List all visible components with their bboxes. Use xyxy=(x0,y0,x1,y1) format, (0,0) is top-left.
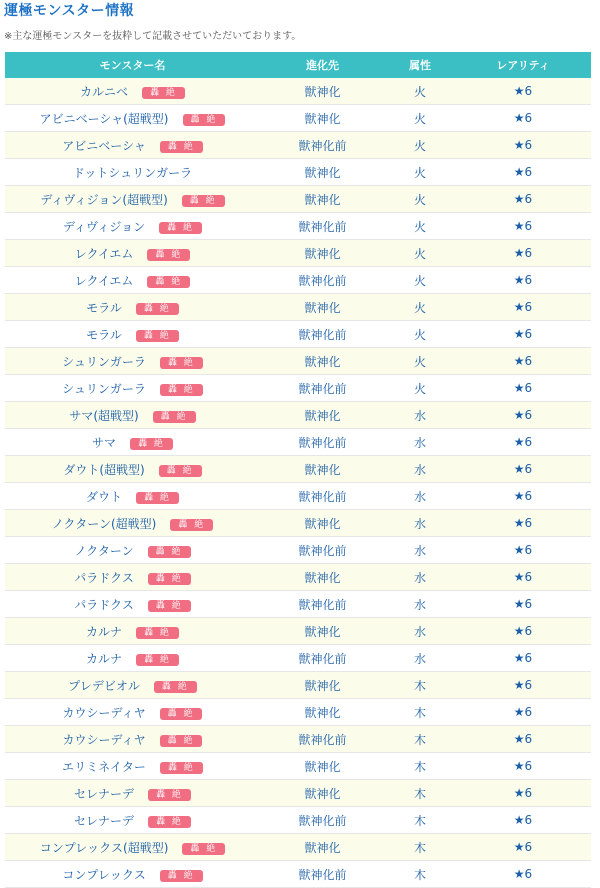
header-evolution: 進化先 xyxy=(260,52,385,78)
table-row xyxy=(5,537,591,564)
table-row xyxy=(5,780,591,807)
evolution-cell: 獣神化 xyxy=(260,672,385,699)
monster-name-cell xyxy=(5,726,260,753)
monster-name: ダウト(超戦型) xyxy=(63,462,145,477)
rarity-cell: ★6 xyxy=(455,618,591,645)
monster-name-cell xyxy=(5,375,260,402)
evolution-cell: 獣神化前 xyxy=(260,537,385,564)
table-row xyxy=(5,186,591,213)
table-header-row xyxy=(5,52,591,78)
goguetsu-badge: 轟 絶 xyxy=(160,384,203,396)
attribute-cell: 水 xyxy=(385,483,455,510)
table-row xyxy=(5,510,591,537)
monster-name-cell xyxy=(5,186,260,213)
table-row xyxy=(5,834,591,861)
evolution-cell: 獣神化 xyxy=(260,78,385,105)
rarity-cell: ★6 xyxy=(455,321,591,348)
rarity-cell: ★6 xyxy=(455,429,591,456)
monster-name: レクイエム xyxy=(74,246,134,261)
goguetsu-badge: 轟 絶 xyxy=(159,465,202,477)
monster-table xyxy=(5,52,591,888)
table-row xyxy=(5,132,591,159)
monster-name-cell xyxy=(5,618,260,645)
rarity-cell: ★6 xyxy=(455,375,591,402)
monster-name: サマ xyxy=(92,435,117,450)
monster-name: セレナーデ xyxy=(74,786,135,801)
rarity-cell: ★6 xyxy=(455,402,591,429)
table-row xyxy=(5,726,591,753)
monster-name: カルニベ xyxy=(80,84,129,99)
monster-name-cell xyxy=(5,429,260,456)
goguetsu-badge: 轟 絶 xyxy=(182,843,225,855)
evolution-cell: 獣神化 xyxy=(260,456,385,483)
attribute-cell: 木 xyxy=(385,861,455,888)
monster-name: シュリンガーラ xyxy=(62,381,146,396)
attribute-cell: 木 xyxy=(385,726,455,753)
monster-name: エリミネイター xyxy=(62,759,146,774)
table-row xyxy=(5,375,591,402)
evolution-cell: 獣神化前 xyxy=(260,132,385,159)
rarity-cell: ★6 xyxy=(455,726,591,753)
monster-name-cell xyxy=(5,483,260,510)
rarity-cell: ★6 xyxy=(455,591,591,618)
evolution-cell: 獣神化 xyxy=(260,186,385,213)
goguetsu-badge: 轟 絶 xyxy=(148,600,191,612)
attribute-cell: 木 xyxy=(385,780,455,807)
attribute-cell: 火 xyxy=(385,213,455,240)
rarity-cell: ★6 xyxy=(455,483,591,510)
evolution-cell: 獣神化 xyxy=(260,699,385,726)
attribute-cell: 火 xyxy=(385,159,455,186)
evolution-cell: 獣神化 xyxy=(260,348,385,375)
rarity-cell: ★6 xyxy=(455,672,591,699)
goguetsu-badge: 轟 絶 xyxy=(136,330,179,342)
attribute-cell: 水 xyxy=(385,429,455,456)
table-row xyxy=(5,699,591,726)
rarity-cell: ★6 xyxy=(455,537,591,564)
monster-name: プレデビオル xyxy=(68,678,140,693)
monster-name: ノクターン xyxy=(74,543,134,558)
monster-name-cell xyxy=(5,267,260,294)
evolution-cell: 獣神化前 xyxy=(260,726,385,753)
attribute-cell: 水 xyxy=(385,564,455,591)
table-row xyxy=(5,456,591,483)
goguetsu-badge: 轟 絶 xyxy=(160,141,203,153)
attribute-cell: 水 xyxy=(385,591,455,618)
rarity-cell: ★6 xyxy=(455,294,591,321)
monster-name-cell xyxy=(5,537,260,564)
rarity-cell: ★6 xyxy=(455,780,591,807)
attribute-cell: 水 xyxy=(385,510,455,537)
goguetsu-badge: 轟 絶 xyxy=(148,573,191,585)
rarity-cell: ★6 xyxy=(455,645,591,672)
table-row xyxy=(5,402,591,429)
table-row xyxy=(5,591,591,618)
attribute-cell: 火 xyxy=(385,321,455,348)
monster-name-cell xyxy=(5,780,260,807)
table-row xyxy=(5,429,591,456)
evolution-cell: 獣神化前 xyxy=(260,375,385,402)
evolution-cell: 獣神化 xyxy=(260,618,385,645)
attribute-cell: 火 xyxy=(385,294,455,321)
monster-name: アビニベーシャ(超戦型) xyxy=(39,111,169,126)
rarity-cell: ★6 xyxy=(455,834,591,861)
goguetsu-badge: 轟 絶 xyxy=(147,249,190,261)
table-row xyxy=(5,483,591,510)
rarity-cell: ★6 xyxy=(455,807,591,834)
evolution-cell: 獣神化 xyxy=(260,105,385,132)
goguetsu-badge: 轟 絶 xyxy=(130,438,173,450)
attribute-cell: 水 xyxy=(385,645,455,672)
table-row xyxy=(5,348,591,375)
evolution-cell: 獣神化前 xyxy=(260,591,385,618)
goguetsu-badge: 轟 絶 xyxy=(148,816,191,828)
monster-name-cell xyxy=(5,645,260,672)
monster-name-cell xyxy=(5,159,260,186)
goguetsu-badge: 轟 絶 xyxy=(136,627,179,639)
goguetsu-badge: 轟 絶 xyxy=(170,519,213,531)
goguetsu-badge: 轟 絶 xyxy=(154,681,197,693)
goguetsu-badge: 轟 絶 xyxy=(147,276,190,288)
monster-name: サマ(超戦型) xyxy=(69,408,139,423)
evolution-cell: 獣神化 xyxy=(260,240,385,267)
monster-name-cell xyxy=(5,105,260,132)
evolution-cell: 獣神化前 xyxy=(260,213,385,240)
goguetsu-badge: 轟 絶 xyxy=(153,411,196,423)
page-title: 運極モンスター情報 xyxy=(4,3,135,19)
attribute-cell: 水 xyxy=(385,537,455,564)
rarity-cell: ★6 xyxy=(455,699,591,726)
monster-name: コンプレックス xyxy=(62,867,146,882)
evolution-cell: 獣神化 xyxy=(260,402,385,429)
table-row xyxy=(5,267,591,294)
monster-name-cell xyxy=(5,510,260,537)
table-row xyxy=(5,861,591,888)
evolution-cell: 獣神化 xyxy=(260,510,385,537)
evolution-cell: 獣神化前 xyxy=(260,807,385,834)
evolution-cell: 獣神化前 xyxy=(260,483,385,510)
monster-name: ドットシュリンガーラ xyxy=(72,165,193,180)
header-monster-name: モンスター名 xyxy=(5,52,260,78)
evolution-cell: 獣神化 xyxy=(260,564,385,591)
goguetsu-badge: 轟 絶 xyxy=(148,789,191,801)
evolution-cell: 獣神化 xyxy=(260,753,385,780)
table-row xyxy=(5,159,591,186)
monster-name: カウシーディヤ xyxy=(62,705,146,720)
attribute-cell: 木 xyxy=(385,672,455,699)
evolution-cell: 獣神化前 xyxy=(260,645,385,672)
monster-name: シュリンガーラ xyxy=(62,354,146,369)
goguetsu-badge: 轟 絶 xyxy=(160,870,203,882)
monster-name: レクイエム xyxy=(74,273,134,288)
monster-name: ノクターン(超戦型) xyxy=(51,516,157,531)
table-row xyxy=(5,807,591,834)
header-attribute: 属性 xyxy=(385,52,455,78)
attribute-cell: 木 xyxy=(385,699,455,726)
attribute-cell: 火 xyxy=(385,240,455,267)
goguetsu-badge: 轟 絶 xyxy=(182,195,225,207)
monster-name-cell xyxy=(5,564,260,591)
goguetsu-badge: 轟 絶 xyxy=(136,303,179,315)
table-row xyxy=(5,618,591,645)
evolution-cell: 獣神化前 xyxy=(260,321,385,348)
monster-name: セレナーデ xyxy=(74,813,135,828)
monster-name-cell xyxy=(5,132,260,159)
table-row xyxy=(5,645,591,672)
monster-name-cell xyxy=(5,348,260,375)
monster-name: カルナ xyxy=(86,624,123,639)
table-body xyxy=(5,78,591,888)
rarity-cell: ★6 xyxy=(455,159,591,186)
monster-name-cell xyxy=(5,861,260,888)
rarity-cell: ★6 xyxy=(455,456,591,483)
goguetsu-badge: 轟 絶 xyxy=(160,357,203,369)
table-row xyxy=(5,564,591,591)
table-row xyxy=(5,321,591,348)
monster-name-cell xyxy=(5,78,260,105)
monster-name: ディヴィジョン xyxy=(63,219,146,234)
attribute-cell: 木 xyxy=(385,834,455,861)
page-note: ※主な運極モンスターを抜粋して記載させていただいております。 xyxy=(4,31,302,42)
table-row xyxy=(5,78,591,105)
attribute-cell: 水 xyxy=(385,456,455,483)
header-rarity: レアリティ xyxy=(455,52,591,78)
rarity-cell: ★6 xyxy=(455,861,591,888)
monster-name-cell xyxy=(5,591,260,618)
rarity-cell: ★6 xyxy=(455,240,591,267)
goguetsu-badge: 轟 絶 xyxy=(160,762,203,774)
monster-name: パラドクス xyxy=(74,570,134,585)
attribute-cell: 火 xyxy=(385,186,455,213)
goguetsu-badge: 轟 絶 xyxy=(136,492,179,504)
evolution-cell: 獣神化 xyxy=(260,780,385,807)
monster-name-cell xyxy=(5,402,260,429)
attribute-cell: 木 xyxy=(385,753,455,780)
monster-name: ディヴィジョン(超戦型) xyxy=(40,192,168,207)
monster-name-cell xyxy=(5,213,260,240)
rarity-cell: ★6 xyxy=(455,132,591,159)
evolution-cell: 獣神化前 xyxy=(260,267,385,294)
attribute-cell: 火 xyxy=(385,132,455,159)
table-row xyxy=(5,294,591,321)
table-row xyxy=(5,213,591,240)
attribute-cell: 火 xyxy=(385,105,455,132)
monster-name-cell xyxy=(5,294,260,321)
monster-name-cell xyxy=(5,699,260,726)
goguetsu-badge: 轟 絶 xyxy=(136,654,179,666)
rarity-cell: ★6 xyxy=(455,78,591,105)
attribute-cell: 水 xyxy=(385,618,455,645)
goguetsu-badge: 轟 絶 xyxy=(159,222,202,234)
monster-name: カルナ xyxy=(86,651,123,666)
monster-name-cell xyxy=(5,240,260,267)
goguetsu-badge: 轟 絶 xyxy=(160,708,203,720)
monster-name-cell xyxy=(5,321,260,348)
table-row xyxy=(5,240,591,267)
evolution-cell: 獣神化 xyxy=(260,159,385,186)
rarity-cell: ★6 xyxy=(455,186,591,213)
monster-name: ダウト xyxy=(86,489,123,504)
rarity-cell: ★6 xyxy=(455,105,591,132)
evolution-cell: 獣神化 xyxy=(260,834,385,861)
attribute-cell: 火 xyxy=(385,348,455,375)
attribute-cell: 水 xyxy=(385,402,455,429)
table-row xyxy=(5,753,591,780)
evolution-cell: 獣神化 xyxy=(260,294,385,321)
monster-name-cell xyxy=(5,672,260,699)
monster-name: パラドクス xyxy=(74,597,134,612)
goguetsu-badge: 轟 絶 xyxy=(148,546,191,558)
evolution-cell: 獣神化前 xyxy=(260,861,385,888)
attribute-cell: 火 xyxy=(385,375,455,402)
monster-name: モラル xyxy=(86,327,122,342)
rarity-cell: ★6 xyxy=(455,510,591,537)
monster-name: モラル xyxy=(86,300,122,315)
rarity-cell: ★6 xyxy=(455,564,591,591)
attribute-cell: 木 xyxy=(385,807,455,834)
monster-name: アビニベーシャ xyxy=(62,138,146,153)
monster-name: カウシーディヤ xyxy=(62,732,146,747)
monster-name-cell xyxy=(5,456,260,483)
goguetsu-badge: 轟 絶 xyxy=(142,87,185,99)
rarity-cell: ★6 xyxy=(455,213,591,240)
monster-name-cell xyxy=(5,807,260,834)
attribute-cell: 火 xyxy=(385,78,455,105)
attribute-cell: 火 xyxy=(385,267,455,294)
evolution-cell: 獣神化前 xyxy=(260,429,385,456)
rarity-cell: ★6 xyxy=(455,348,591,375)
goguetsu-badge: 轟 絶 xyxy=(183,114,226,126)
monster-name-cell xyxy=(5,834,260,861)
table-row xyxy=(5,105,591,132)
monster-name: コンプレックス(超戦型) xyxy=(39,840,169,855)
monster-name-cell xyxy=(5,753,260,780)
goguetsu-badge: 轟 絶 xyxy=(160,735,203,747)
rarity-cell: ★6 xyxy=(455,753,591,780)
table-row xyxy=(5,672,591,699)
rarity-cell: ★6 xyxy=(455,267,591,294)
